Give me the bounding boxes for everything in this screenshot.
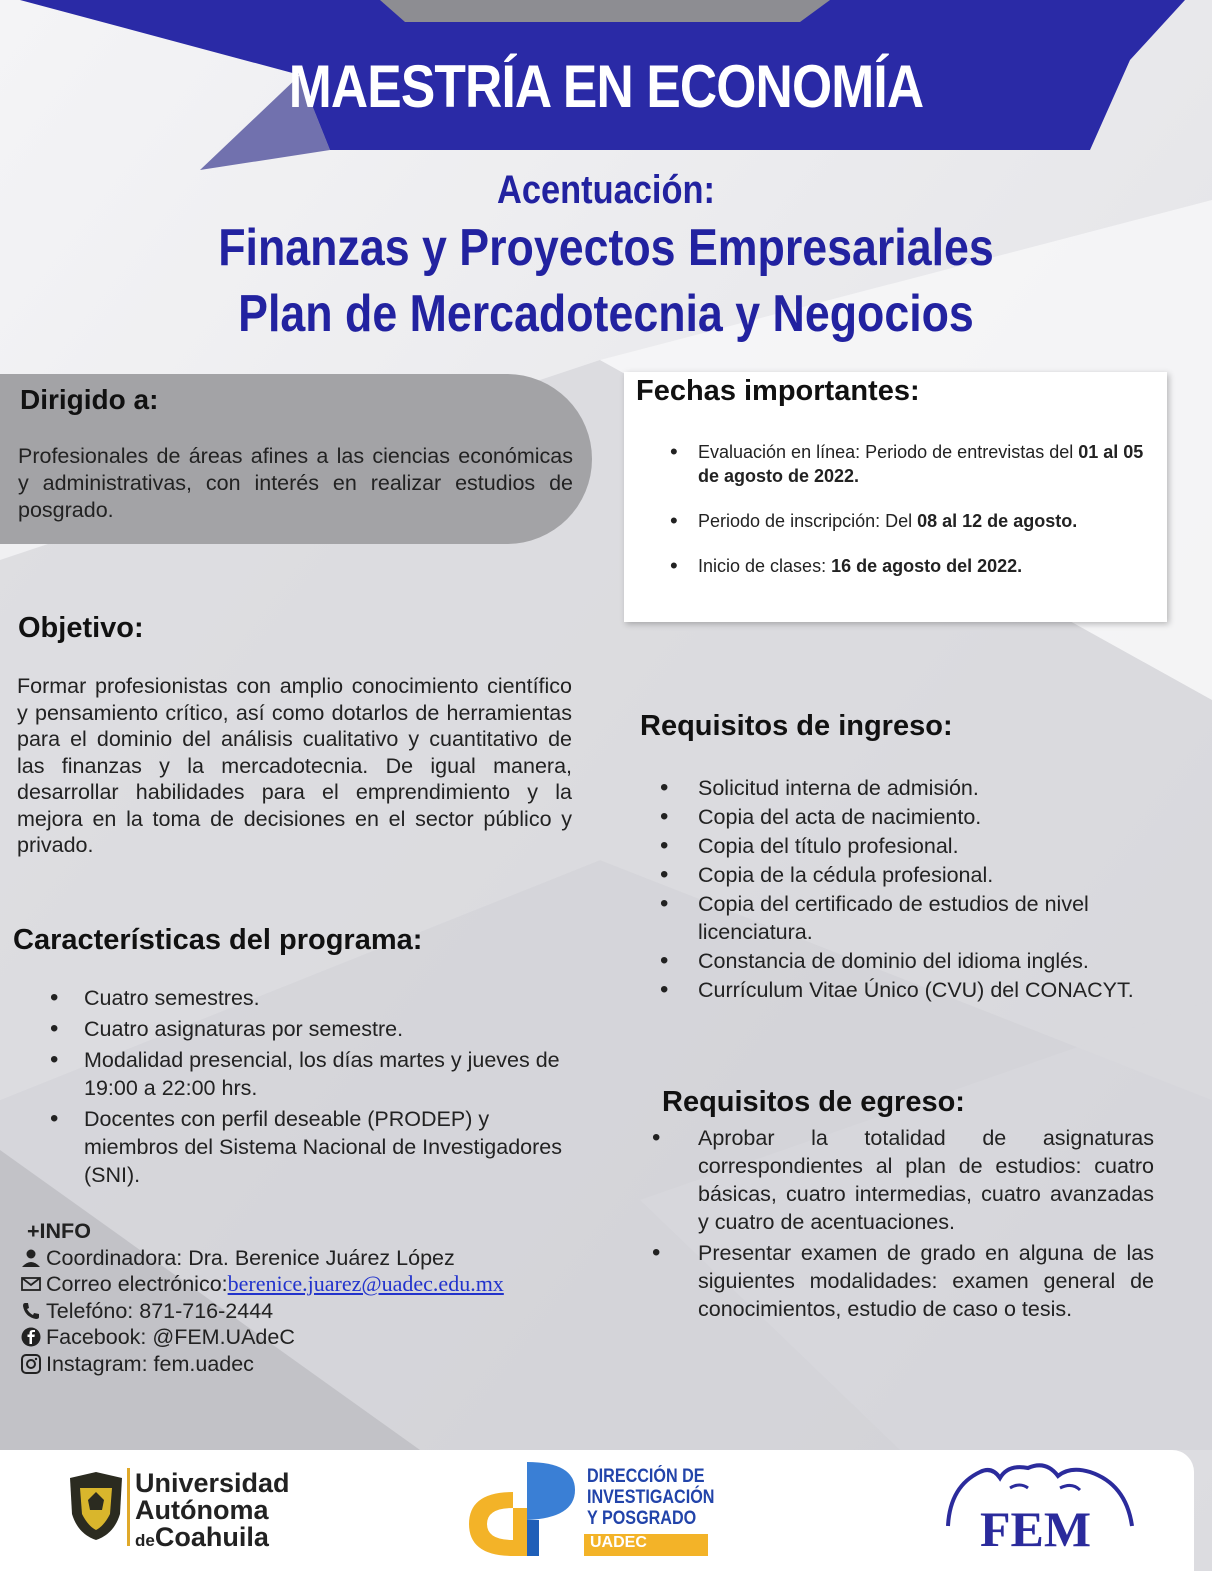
phone-row xyxy=(20,1298,504,1325)
page-title: MAESTRÍA EN ECONOMÍA xyxy=(288,53,924,120)
accent-line-2: Plan de Mercadotecnia y Negocios xyxy=(238,285,974,343)
dip-wordmark xyxy=(587,1466,714,1529)
fecha-value: 16 de agosto del 2022. xyxy=(831,556,1023,576)
fechas-list xyxy=(670,440,1158,599)
objetivo-heading: Objetivo: xyxy=(18,612,144,644)
phone-icon xyxy=(20,1300,42,1322)
list-item xyxy=(670,509,1158,533)
list-item xyxy=(670,440,1158,488)
uadec-line-1: Universidad xyxy=(135,1468,290,1498)
list-item: • Copia de la cédula profesional. xyxy=(640,861,1140,889)
email-row xyxy=(20,1271,504,1298)
egreso-list xyxy=(642,1124,1154,1326)
coordinator-row xyxy=(20,1245,504,1272)
ingreso-heading: Requisitos de ingreso: xyxy=(640,710,953,742)
list-item: • Modalidad presencial, los días martes y jueves de 19:00 a 22:00 hrs. xyxy=(36,1046,581,1102)
dip-line-3: Y POSGRADO xyxy=(587,1508,697,1529)
contact-info xyxy=(20,1218,504,1377)
list-item: • Cuatro asignaturas por semestre. xyxy=(36,1015,581,1043)
person-icon xyxy=(20,1247,42,1269)
uadec-de: de xyxy=(135,1531,155,1550)
list-item: • Docentes con perfil deseable (PRODEP) y miembros del Sistema Nacional de Investigadores (SNI). xyxy=(36,1105,581,1189)
dip-line-2: INVESTIGACIÓN xyxy=(587,1487,715,1508)
dip-logo-mark xyxy=(465,1460,580,1558)
uadec-shield-logo xyxy=(62,1470,130,1542)
email-link[interactable]: berenice.juarez@uadec.edu.mx xyxy=(227,1271,504,1296)
accent-label: Acentuación: xyxy=(497,168,715,212)
dirigido-text: Profesionales de áreas afines a las ciencias económicas y administrativas, con interés en realizar estudios de posgrado. xyxy=(18,444,573,522)
list-item: • Presentar examen de grado en alguna de las siguientes modalidades: examen general de conocimientos, estudio de caso o tesis. xyxy=(642,1239,1154,1323)
facebook-row xyxy=(20,1324,504,1351)
list-item xyxy=(670,554,1158,578)
facebook-icon xyxy=(20,1326,42,1348)
list-item: • Copia del certificado de estudios de nivel licenciatura. xyxy=(640,890,1140,946)
coordinator-text: Coordinadora: Dra. Berenice Juárez López xyxy=(46,1245,455,1270)
list-item: • Solicitud interna de admisión. xyxy=(640,774,1140,802)
caracteristicas-heading: Características del programa: xyxy=(13,924,423,956)
list-item: • Constancia de dominio del idioma inglés. xyxy=(640,947,1140,975)
egreso-heading: Requisitos de egreso: xyxy=(662,1086,965,1118)
ingreso-list xyxy=(640,774,1140,1005)
mail-icon xyxy=(20,1273,42,1295)
dirigido-heading: Dirigido a: xyxy=(20,384,159,415)
facebook-text: Facebook: @FEM.UAdeC xyxy=(46,1325,295,1349)
dip-uadec-label: UADEC xyxy=(584,1534,708,1556)
fechas-heading: Fechas importantes: xyxy=(636,375,920,407)
fecha-value: 01 al 05 de agosto de 2022. xyxy=(698,442,1144,486)
list-item: • Copia del título profesional. xyxy=(640,832,1140,860)
uadec-divider xyxy=(127,1468,130,1546)
uadec-line-2: Autónoma xyxy=(135,1495,269,1525)
fem-wordmark: FEM xyxy=(980,1501,1092,1557)
info-heading: +INFO xyxy=(27,1219,91,1243)
list-item: • Aprobar la totalidad de asignaturas correspondientes al plan de estudios: cuatro básicas, cuatro intermedias, cuatro avanzadas y cuatro de acentuaciones. xyxy=(642,1124,1154,1236)
email-label: Correo electrónico: xyxy=(46,1272,228,1296)
list-item: • Cuatro semestres. xyxy=(36,984,581,1012)
caracteristicas-list xyxy=(36,984,581,1192)
list-item: • Currículum Vitae Único (CVU) del CONACYT. xyxy=(640,976,1140,1004)
instagram-row xyxy=(20,1351,504,1378)
accent-line-1: Finanzas y Proyectos Empresariales xyxy=(218,219,994,277)
instagram-text: Instagram: fem.uadec xyxy=(46,1351,254,1376)
dip-line-1: DIRECCIÓN DE xyxy=(587,1466,705,1487)
objetivo-text: Formar profesionistas con amplio conocimiento científico y pensamiento crítico, así como dotarlos de herramientas para el dominio del análisis cualitativo y cuantitativo de las finanzas y la mercadotecnia. De igual manera, desarrollar habilidades para el emprendimiento y la mejora en la toma de decisiones en el sector público y privado. xyxy=(17,674,572,857)
fecha-text: Inicio de clases: xyxy=(698,556,832,576)
instagram-icon xyxy=(20,1353,42,1375)
fecha-text: Evaluación en línea: Periodo de entrevistas del xyxy=(698,442,1079,462)
phone-text: Telefóno: 871-716-2444 xyxy=(46,1298,274,1323)
uadec-wordmark xyxy=(135,1470,290,1554)
fecha-text: Periodo de inscripción: Del xyxy=(698,511,918,531)
fecha-value: 08 al 12 de agosto. xyxy=(917,511,1078,531)
uadec-line-3: Coahuila xyxy=(154,1522,269,1552)
list-item: • Copia del acta de nacimiento. xyxy=(640,803,1140,831)
